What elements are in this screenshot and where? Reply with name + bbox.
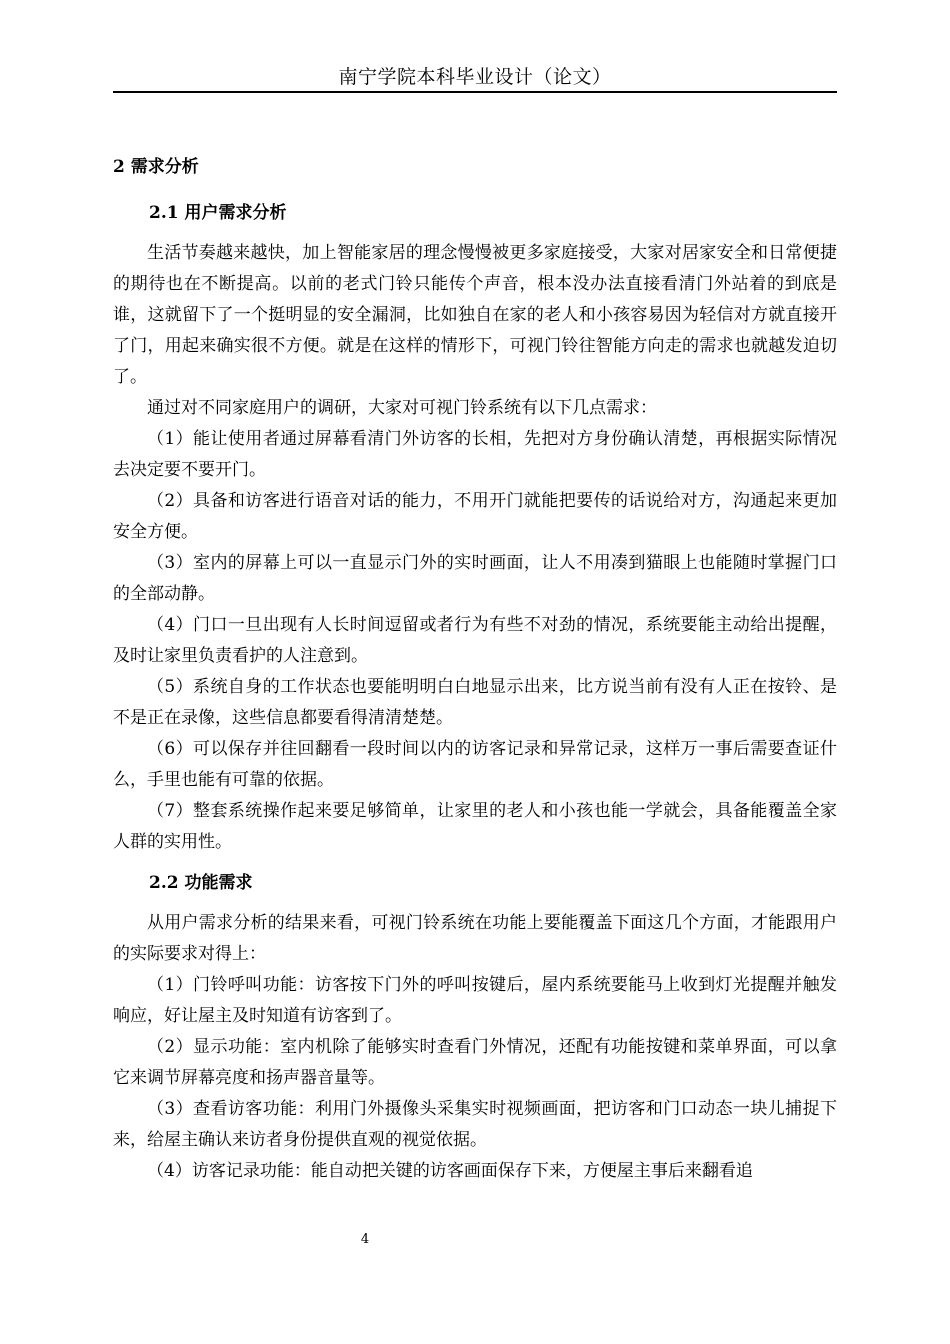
subsection-heading-user-requirements: 2.1 用户需求分析 xyxy=(149,203,287,223)
list-item: （2）显示功能：室内机除了能够实时查看门外情况，还配有功能按键和菜单界面，可以拿它来调节屏幕亮度和扬声器音量等。 xyxy=(113,1037,837,1088)
list-item: （7）整套系统操作起来要足够简单，让家里的老人和小孩也能一学就会，具备能覆盖全家人群的实用性。 xyxy=(113,801,837,852)
list-item: （1）能让使用者通过屏幕看清门外访客的长相，先把对方身份确认清楚，再根据实际情况去决定要不要开门。 xyxy=(113,429,837,480)
page-number: 4 xyxy=(360,1232,370,1247)
paragraph: 生活节奏越来越快，加上智能家居的理念慢慢被更多家庭接受，大家对居家安全和日常便捷的期待也在不断提高。以前的老式门铃只能传个声音，根本没办法直接看清门外站着的到底是谁，这就留下了一个挺明显的安全漏洞，比如独自在家的老人和小孩容易因为轻信对方就直接开了门，用起来确实很不方便。就是在这样的情形下，可视门铃往智能方向走的需求也就越发迫切了。 xyxy=(113,243,837,387)
paragraph: 从用户需求分析的结果来看，可视门铃系统在功能上要能覆盖下面这几个方面，才能跟用户的实际要求对得上： xyxy=(113,913,837,964)
subsection-heading-functional-requirements: 2.2 功能需求 xyxy=(149,873,253,893)
list-item: （2）具备和访客进行语音对话的能力，不用开门就能把要传的话说给对方，沟通起来更加安全方便。 xyxy=(113,491,837,542)
header-rule xyxy=(113,91,837,93)
page-content xyxy=(113,152,837,1187)
paragraph: 通过对不同家庭用户的调研，大家对可视门铃系统有以下几点需求： xyxy=(147,398,657,418)
page-header: 南宁学院本科毕业设计（论文） xyxy=(338,66,612,88)
list-item: （3）室内的屏幕上可以一直显示门外的实时画面，让人不用凑到猫眼上也能随时掌握门口的全部动静。 xyxy=(113,553,837,604)
section-heading: 2 需求分析 xyxy=(113,157,199,177)
list-item: （4）门口一旦出现有人长时间逗留或者行为有些不对劲的情况，系统要能主动给出提醒，及时让家里负责看护的人注意到。 xyxy=(113,615,837,666)
list-item: （3）查看访客功能：利用门外摄像头采集实时视频画面，把访客和门口动态一块儿捕捉下来，给屋主确认来访者身份提供直观的视觉依据。 xyxy=(113,1099,837,1150)
list-item: （5）系统自身的工作状态也要能明明白白地显示出来，比方说当前有没有人正在按铃、是不是正在录像，这些信息都要看得清清楚楚。 xyxy=(113,677,837,728)
list-item: （1）门铃呼叫功能：访客按下门外的呼叫按键后，屋内系统要能马上收到灯光提醒并触发响应，好让屋主及时知道有访客到了。 xyxy=(113,975,837,1026)
list-item: （4）访客记录功能：能自动把关键的访客画面保存下来，方便屋主事后来翻看追 xyxy=(147,1161,753,1181)
list-item: （6）可以保存并往回翻看一段时间以内的访客记录和异常记录，这样万一事后需要查证什么，手里也能有可靠的依据。 xyxy=(113,739,837,790)
